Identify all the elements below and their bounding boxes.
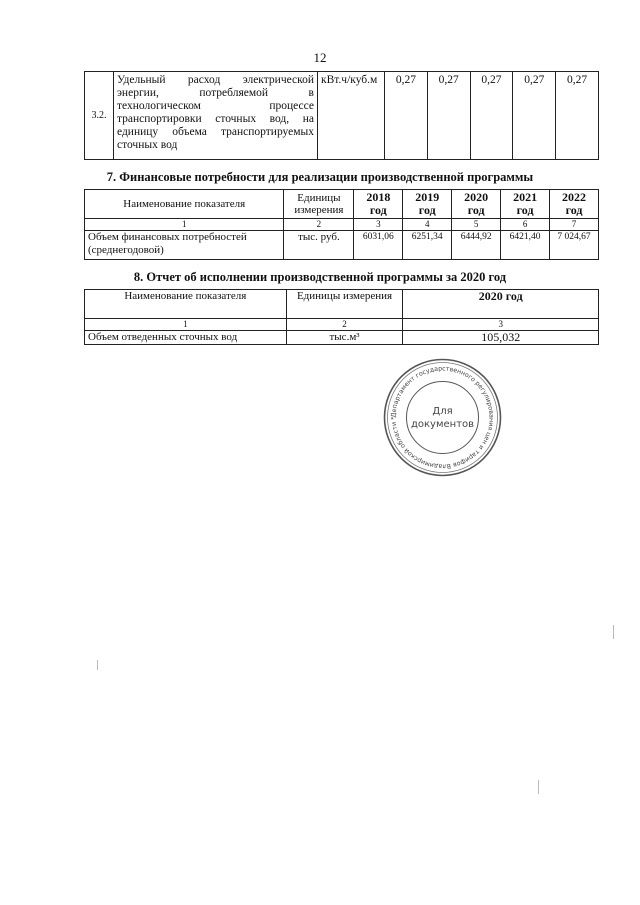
stamp-outer-ring [385, 360, 501, 476]
index-cell: 3 [403, 319, 599, 331]
header-row [85, 290, 599, 319]
header-year: 2019 год [403, 190, 452, 219]
value-cell: 7 024,67 [550, 231, 599, 260]
index-cell: 7 [550, 219, 599, 231]
scan-mark [613, 625, 614, 639]
header-year: 2022 год [550, 190, 599, 219]
index-cell: 2 [286, 319, 403, 331]
value-cell: 0,27 [513, 72, 556, 160]
table-row [85, 231, 599, 260]
header-row [85, 190, 599, 219]
unit-cell: тыс. руб. [284, 231, 354, 260]
section-8-title: 8. Отчет об исполнении производственной программы за 2020 год [133, 270, 507, 284]
index-cell: 1 [85, 319, 287, 331]
index-cell: 6 [501, 219, 550, 231]
indicator-table [84, 71, 599, 160]
row-number: 3.2. [85, 72, 114, 160]
index-row [85, 219, 599, 231]
department-stamp [380, 355, 505, 480]
index-cell: 5 [452, 219, 501, 231]
value-cell: 0,27 [427, 72, 470, 160]
table-row [85, 331, 599, 345]
header-unit: Единицы измерения [284, 190, 354, 219]
header-unit: Единицы измерения [286, 290, 403, 319]
stamp-inner-ring [407, 382, 479, 454]
header-name: Наименование показателя [85, 290, 287, 319]
unit-cell: кВт.ч/куб.м [318, 72, 385, 160]
value-cell: 0,27 [470, 72, 513, 160]
stamp-center-line2: документов [410, 419, 475, 430]
indicator-name: Удельный расход электрической энергии, потребляемой в технологическом процессе транспортировки сточных вод, на единицу объема транспортируемых сточных вод [114, 72, 318, 160]
header-year: 2020 год [403, 290, 599, 319]
stamp-outer-ring-inner [388, 363, 498, 473]
index-cell: 3 [354, 219, 403, 231]
index-cell: 2 [284, 219, 354, 231]
value-cell: 6251,34 [403, 231, 452, 260]
value-cell: 0,27 [385, 72, 428, 160]
index-cell: 4 [403, 219, 452, 231]
stamp-center-line1: Для [432, 406, 453, 417]
value-cell: 0,27 [556, 72, 599, 160]
program-report-table [84, 289, 599, 345]
stamp-ring-text: Департамент государственного регулирования цен и тарифов Владимирской области * [390, 365, 495, 470]
section-7-title: 7. Финансовые потребности для реализации производственной программы [106, 170, 534, 184]
scan-mark [538, 780, 539, 794]
value-cell: 6031,06 [354, 231, 403, 260]
financial-needs-table [84, 189, 599, 260]
page-number: 12 [313, 50, 327, 65]
indicator-name: Объем отведенных сточных вод [85, 331, 287, 345]
table-row [85, 72, 599, 160]
index-row [85, 319, 599, 331]
scan-mark [97, 660, 98, 670]
value-cell: 6421,40 [501, 231, 550, 260]
indicator-name: Объем финансовых потребностей (среднегодовой) [85, 231, 284, 260]
unit-cell: тыс.м³ [286, 331, 403, 345]
header-year: 2021 год [501, 190, 550, 219]
header-year: 2018 год [354, 190, 403, 219]
header-name: Наименование показателя [85, 190, 284, 219]
value-cell: 105,032 [403, 331, 599, 345]
index-cell: 1 [85, 219, 284, 231]
header-year: 2020 год [452, 190, 501, 219]
value-cell: 6444,92 [452, 231, 501, 260]
